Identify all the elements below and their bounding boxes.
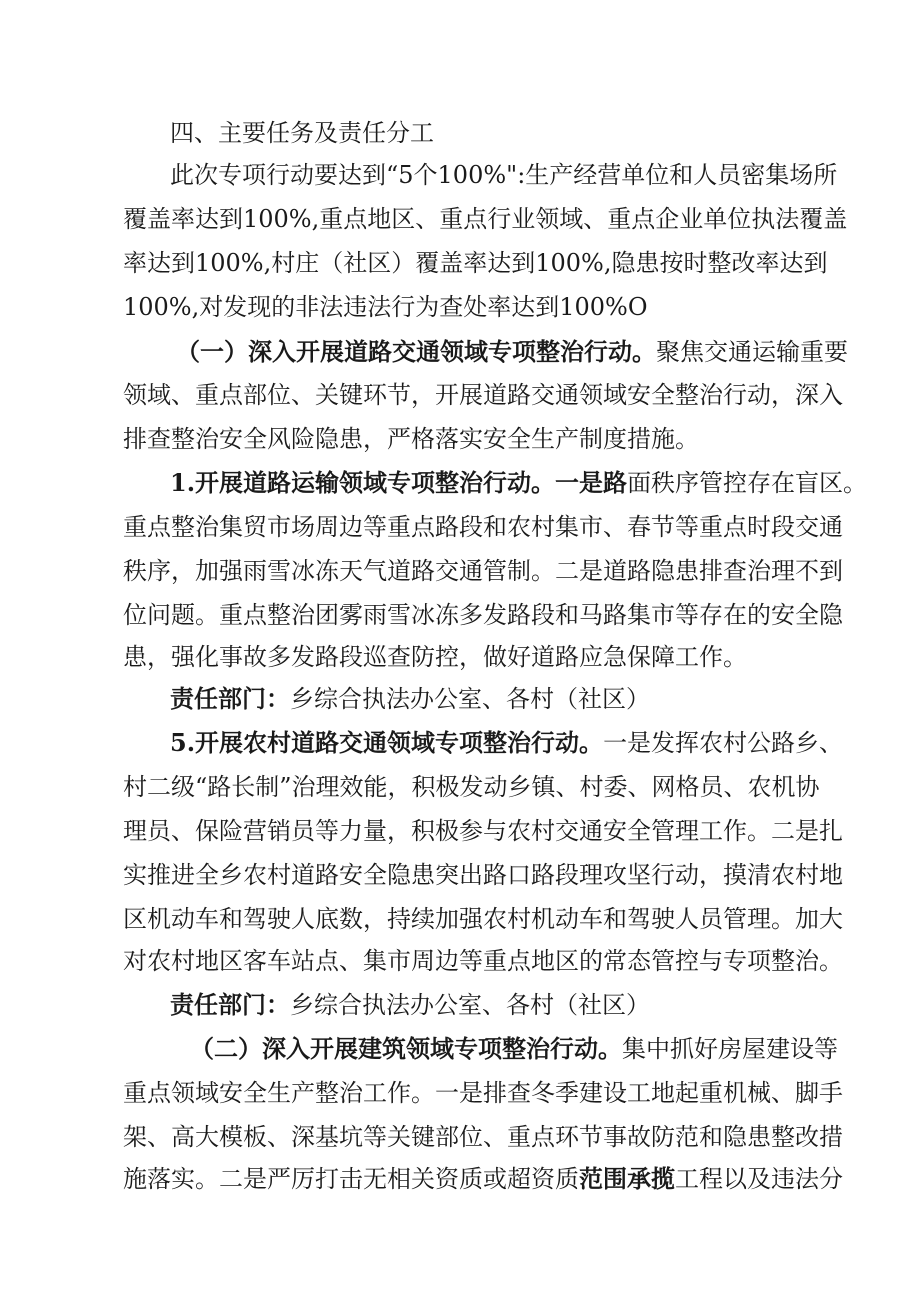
text-line — [170, 990, 817, 1020]
bold-text-segment: （二）深入开展建筑领域专项整治行动。 — [190, 1034, 622, 1063]
text-segment: 乡综合执法办公室、各村（社区） — [290, 991, 650, 1019]
text-segment: 实推进全乡农村道路安全隐患突出路口路段理攻坚行动，摸清农村地 — [123, 861, 843, 889]
text-line — [123, 946, 843, 976]
text-line — [123, 292, 817, 322]
text-segment: 对农村地区客车站点、集市周边等重点地区的常态管控与专项整治。 — [123, 947, 843, 975]
text-line — [170, 468, 868, 498]
text-line — [170, 684, 817, 714]
text-segment: 覆盖率达到100%,重点地区、重点行业领域、重点企业单位执法覆盖 — [123, 205, 848, 233]
bold-text-segment: 范围承揽 — [579, 1164, 675, 1193]
text-line — [123, 1078, 843, 1108]
text-line — [170, 160, 838, 190]
text-segment: 施落实。二是严厉打击无相关资质或超资质 — [123, 1165, 579, 1193]
bold-text-segment: （一）深入开展道路交通领域专项整治行动。 — [176, 337, 656, 366]
text-segment: 乡综合执法办公室、各村（社区） — [290, 685, 650, 713]
bold-text-segment: 责任部门： — [170, 990, 290, 1019]
text-segment: 重点领域安全生产整治工作。一是排查冬季建设工地起重机械、脚手 — [123, 1079, 843, 1107]
text-line — [123, 1164, 843, 1194]
text-line — [123, 512, 843, 542]
bold-text-segment: 5.开展农村道路交通领域专项整治行动。 — [170, 728, 604, 757]
text-line — [123, 816, 843, 846]
text-segment: 100%,对发现的非法违法行为查处率达到100%O — [123, 293, 648, 321]
text-segment: 排查整治安全风险隐患，严格落实安全生产制度措施。 — [123, 425, 699, 453]
text-segment: 面秩序管控存在盲区。 — [627, 469, 868, 497]
text-line — [190, 1034, 838, 1064]
text-segment: 领域、重点部位、关键环节，开展道路交通领域安全整治行动，深入 — [123, 381, 843, 409]
text-line — [123, 380, 843, 410]
text-line — [123, 556, 843, 586]
text-line — [123, 1122, 843, 1152]
text-line — [123, 204, 848, 234]
text-line — [170, 728, 844, 758]
text-segment: 工程以及违法分 — [675, 1165, 843, 1193]
text-segment: 聚焦交通运输重要 — [656, 338, 848, 366]
bold-text-segment: 1.开展道路运输领域专项整治行动。一是路 — [170, 468, 628, 497]
text-segment: 集中抓好房屋建设等 — [622, 1035, 838, 1063]
text-segment: 位问题。重点整治团雾雨雪冰冻多发路段和马路集市等存在的安全隐 — [123, 601, 843, 629]
text-segment: 四、主要任务及责任分工 — [170, 119, 434, 147]
text-line — [123, 424, 817, 454]
text-line — [123, 860, 843, 890]
text-segment: 村二级“路长制”治理效能，积极发动乡镇、村委、网格员、农机协 — [123, 773, 820, 801]
text-line — [176, 337, 848, 367]
text-segment: 区机动车和驾驶人底数，持续加强农村机动车和驾驶人员管理。加大 — [123, 905, 843, 933]
text-segment: 一是发挥农村公路乡、 — [603, 729, 844, 757]
text-segment: 架、高大模板、深基坑等关键部位、重点环节事故防范和隐患整改措 — [123, 1123, 843, 1151]
text-line — [123, 904, 843, 934]
text-segment: 秩序，加强雨雪冰冻天气道路交通管制。二是道路隐患排查治理不到 — [123, 557, 843, 585]
text-line — [123, 772, 820, 802]
text-segment: 理员、保险营销员等力量，积极参与农村交通安全管理工作。二是扎 — [123, 817, 843, 845]
text-line — [123, 248, 828, 278]
text-segment: 此次专项行动要达到“5个100%":生产经营单位和人员密集场所 — [170, 161, 838, 189]
text-segment: 率达到100%,村庄（社区）覆盖率达到100%,隐患按时整改率达到 — [123, 249, 828, 277]
text-segment: 重点整治集贸市场周边等重点路段和农村集市、春节等重点时段交通 — [123, 513, 843, 541]
text-line — [170, 118, 817, 148]
text-line — [123, 642, 817, 672]
text-segment: 患，强化事故多发路段巡查防控，做好道路应急保障工作。 — [123, 643, 747, 671]
text-line — [123, 600, 843, 630]
bold-text-segment: 责任部门： — [170, 684, 290, 713]
